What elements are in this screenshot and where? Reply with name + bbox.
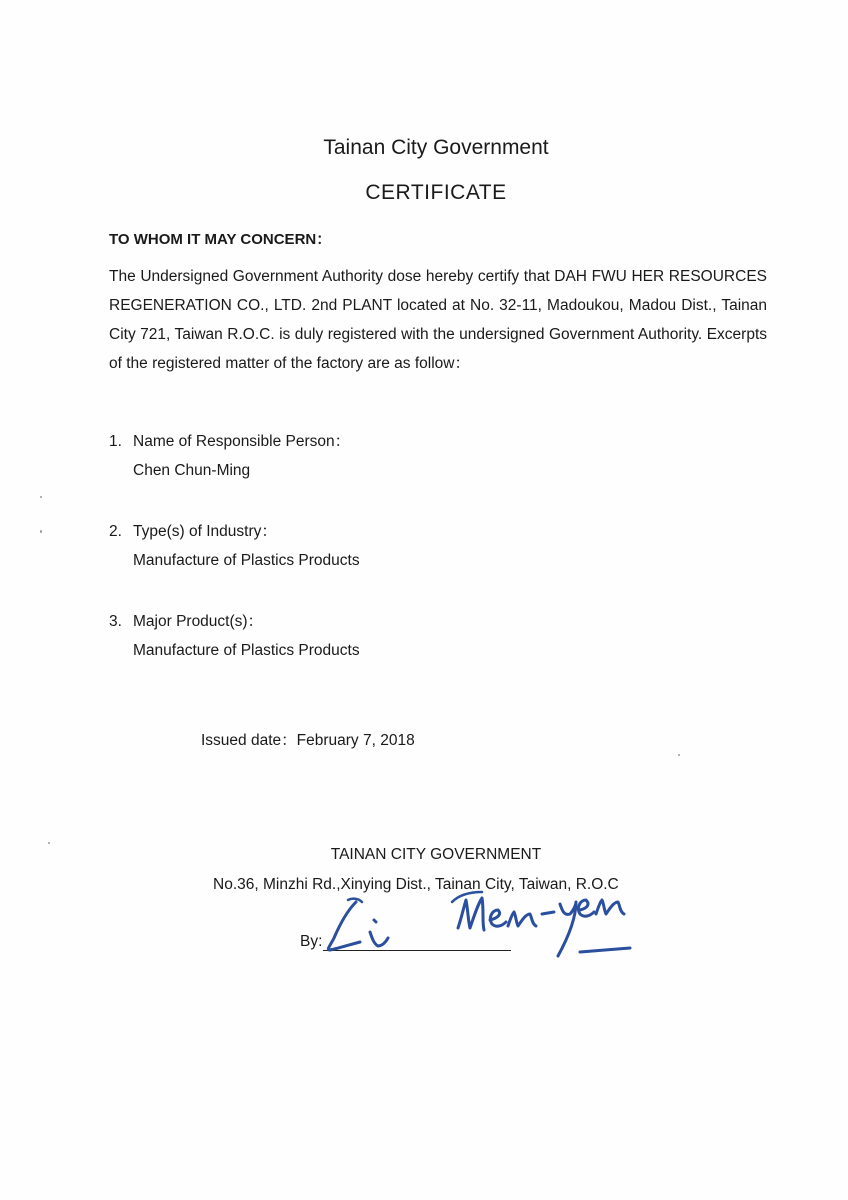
item-1-heading [109,429,350,451]
issuer-address: No.36, Minzhi Rd.,Xinying Dist., Tainan City, Taiwan, R.O.C [213,876,619,893]
item-2-value: Manufacture of Plastics Products [133,552,360,569]
item-2-heading [109,519,277,541]
certification-paragraph: The Undersigned Government Authority dose hereby certify that DAH FWU HER RESOURCES REGENERATION CO., LTD. 2nd PLANT located at No. 32-11, Madoukou, Madou Dist., Tainan City 721, Taiwan R.O.C. is duly registered with the undersigned Government Authority. Excerpts of the registered matter of the factory are as follow： [109,268,767,372]
scan-speck [678,754,680,756]
item-3-label: Major Product(s)： [133,613,264,630]
issuer-name: TAINAN CITY GOVERNMENT [330,846,542,863]
certificate-title: CERTIFICATE [365,181,507,204]
item-2-label: Type(s) of Industry： [133,523,277,540]
by-label: By: [300,933,323,950]
scan-speck [40,530,42,533]
scan-speck [40,496,42,498]
handwritten-signature [318,880,648,970]
item-3-value: Manufacture of Plastics Products [133,642,360,659]
authority-title: Tainan City Government [323,136,549,159]
scan-speck [48,842,50,844]
item-3-number: 3. [109,613,122,630]
item-1-value: Chen Chun-Ming [133,462,251,479]
item-2-number: 2. [109,523,122,540]
item-3-heading [109,609,263,631]
item-1-number: 1. [109,433,122,450]
salutation: TO WHOM IT MAY CONCERN： [109,231,332,248]
item-1-label: Name of Responsible Person： [133,433,351,450]
issued-date: Issued date：February 7, 2018 [201,732,415,749]
signature-strokes [328,892,630,956]
